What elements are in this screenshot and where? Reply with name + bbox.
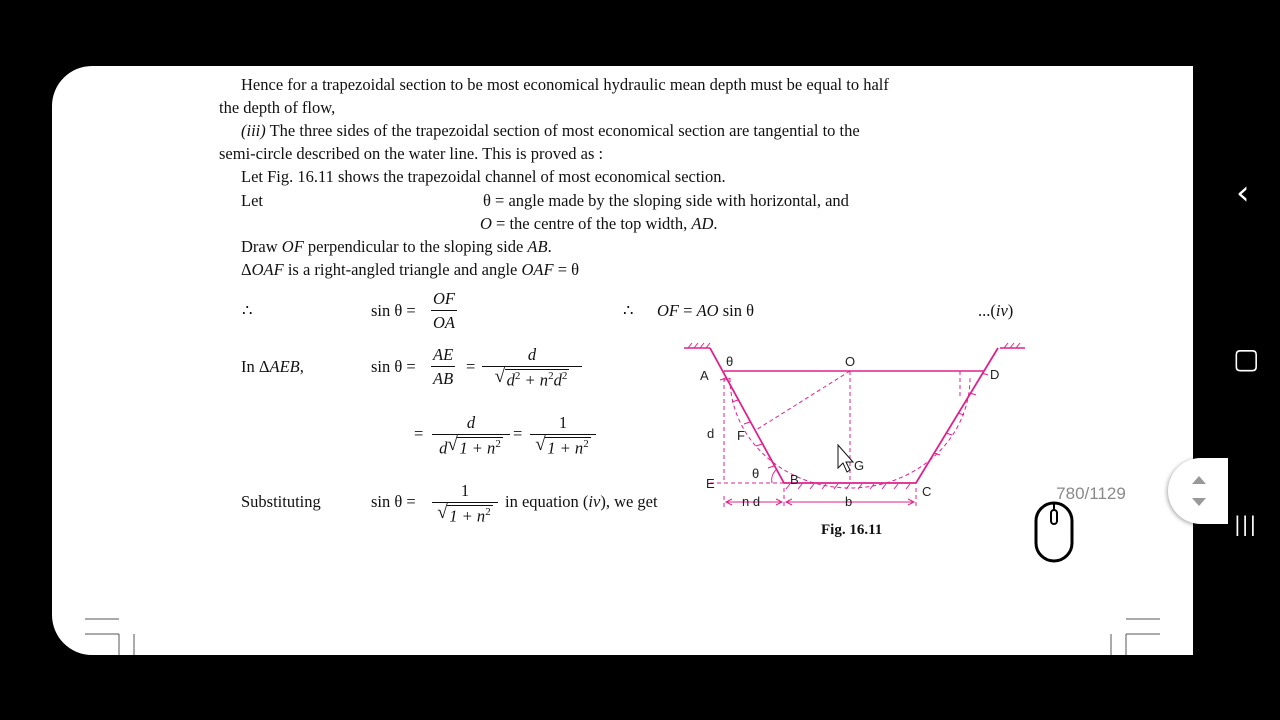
equals-sign: =	[513, 424, 523, 443]
scroll-arrows-icon	[1184, 472, 1214, 512]
label-g: G	[854, 458, 865, 473]
label-e: E	[706, 476, 715, 491]
theta-definition: θ = angle made by the sloping side with horizontal, and	[483, 191, 849, 210]
page-corner-mark-left	[85, 616, 155, 655]
text-line: in equation (iv), we get	[505, 492, 658, 511]
text-line: Hence for a trapezoidal section to be most economical hydraulic mean depth must be equal to half	[241, 75, 889, 94]
text-line: ΔOAF is a right-angled triangle and angle OAF = θ	[241, 260, 580, 279]
text-line: (iii) The three sides of the trapezoidal section of most economical section are tangential to the	[241, 121, 860, 140]
text-line: Draw OF perpendicular to the sloping side AB.	[241, 237, 552, 256]
hatch-slope-right	[934, 373, 988, 455]
text-line: Let Fig. 16.11 shows the trapezoidal channel of most economical section.	[241, 167, 726, 186]
label-nd: n d	[742, 494, 761, 509]
fast-scroll-handle[interactable]	[1168, 458, 1228, 524]
fraction-d-sqrt: d √ $d^2 + n^2d^2$	[482, 345, 582, 391]
equals-sign: =	[466, 357, 476, 376]
equation-lhs: sin θ =	[371, 301, 416, 320]
dashed-of	[756, 371, 850, 430]
home-nav-button[interactable]: ▢	[1233, 342, 1260, 375]
back-nav-button[interactable]: ‹	[1236, 173, 1250, 213]
therefore-symbol: ∴	[242, 301, 253, 320]
fraction-d-dsqrt: d d √ $1 + n^2$	[432, 413, 510, 459]
text-line: semi-circle described on the water line. This is proved as :	[219, 144, 604, 163]
equation-number: ...(iv)	[978, 301, 1014, 320]
equation-of-ao: OF = AO sin θ	[657, 301, 754, 320]
figure-caption: Fig. 16.11	[821, 522, 883, 538]
label-bottom-width: b	[845, 494, 853, 509]
fraction-1-sqrt: 1 √ $1 + n^2$	[530, 413, 596, 459]
recents-nav-button[interactable]: |||	[1234, 512, 1258, 536]
substituting-label: Substituting	[241, 492, 321, 511]
page-counter: 780/1129	[1033, 478, 1149, 510]
page-corner-mark-right	[1106, 616, 1176, 655]
hatch-right-top	[1004, 343, 1020, 348]
document-page	[52, 66, 1193, 655]
in-triangle-label: In ΔAEB,	[241, 357, 304, 376]
equals-sign: =	[414, 424, 424, 443]
label-depth: d	[707, 426, 715, 441]
trapezoidal-channel-figure	[680, 338, 1030, 513]
label-f: F	[737, 428, 745, 443]
equation-lhs: sin θ =	[371, 357, 416, 376]
label-b: B	[790, 472, 799, 487]
label-theta-bottom: θ	[752, 466, 760, 481]
label-theta-top: θ	[726, 354, 734, 369]
text-line: the depth of flow,	[219, 98, 336, 117]
label-c: C	[922, 484, 932, 499]
theta-arc-bottom	[772, 470, 776, 483]
equation-lhs: sin θ =	[371, 492, 416, 511]
mouse-icon	[1032, 500, 1078, 566]
o-definition: O = the centre of the top width, AD.	[480, 214, 718, 233]
therefore-symbol: ∴	[623, 301, 634, 320]
hatch-left-top	[688, 343, 710, 348]
label-d: D	[990, 367, 1000, 382]
label-a: A	[700, 368, 709, 383]
let-label: Let	[241, 191, 263, 210]
mouse-cursor-icon	[838, 445, 853, 472]
fraction-of-oa: $\frac{OF}{OA}$	[433, 289, 455, 332]
fraction-ae-ab: $\frac{AE}{AB}$	[433, 345, 454, 388]
label-o: O	[845, 354, 856, 369]
fraction-1-sqrt: 1 √ $1 + n^2$	[432, 481, 498, 527]
hatch-slope-left	[720, 378, 774, 468]
